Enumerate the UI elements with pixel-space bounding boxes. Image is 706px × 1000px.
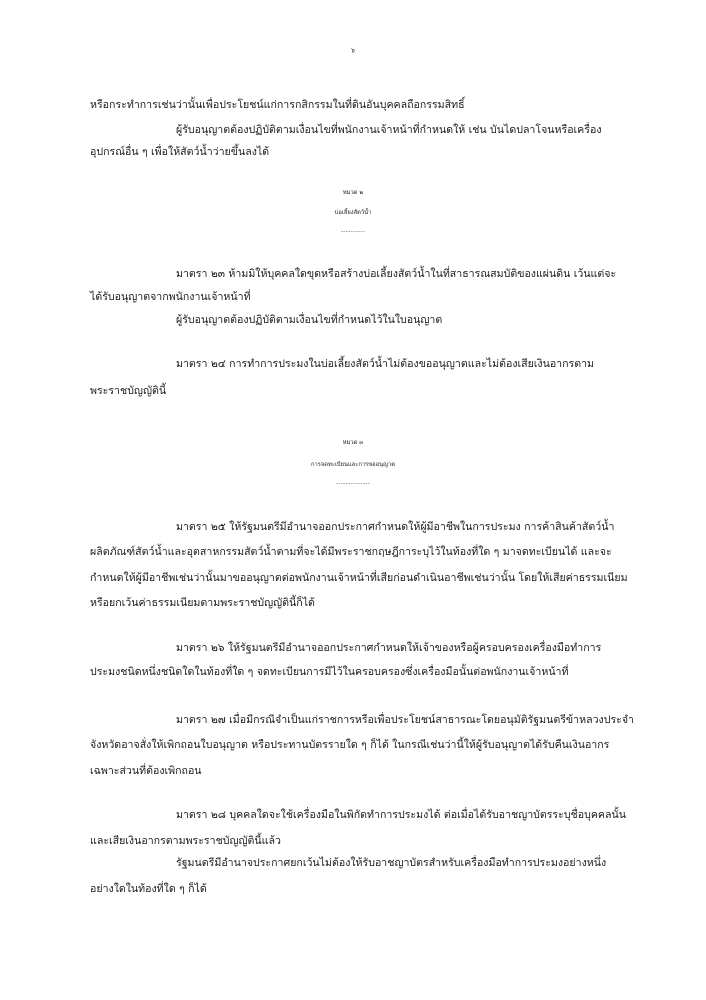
section-25-line-4: หรือยกเว้นค่าธรรมเนียมตามพระราชบัญญัตินี้ก็ได้ <box>90 597 315 609</box>
section-27-line-1: มาตรา ๒๗ เมื่อมีกรณีจำเป็นแก่ราชการหรือเพื่อประโยชน์สาธารณะโดยอนุมัติรัฐมนตรีข้าหลวงประจำ <box>176 714 634 726</box>
section-28-line-2: และเสียเงินอากรตามพระราชบัญญัตินี้แล้ว <box>90 835 281 847</box>
section-28-line-3: รัฐมนตรีมีอำนาจประกาศยกเว้นไม่ต้องให้รับอาชญาบัตรสำหรับเครื่องมือทำการประมงอย่างหนึ่ง <box>176 857 607 869</box>
intro-line-1: หรือกระทำการเช่นว่านั้นเพื่อประโยชน์แก่การกสิกรรมในที่ดินอันบุคคลถือกรรมสิทธิ์ <box>90 99 465 111</box>
section-26-line-2: ประมงชนิดหนึ่งชนิดใดในท้องที่ใด ๆ จดทะเบียนการมีไว้ในครอบครองซึ่งเครื่องมือนั้นต่อพนักงานเจ้าหน้าที่ <box>90 666 569 678</box>
section-26-line-1: มาตรา ๒๖ ให้รัฐมนตรีมีอำนาจออกประกาศกำหนดให้เจ้าของหรือผู้ครอบครองเครื่องมือทำการ <box>176 642 602 654</box>
intro-line-3: อุปกรณ์อื่น ๆ เพื่อให้สัตว์น้ำว่ายขึ้นลงได้ <box>90 146 270 158</box>
chapter-2-divider: ---------- <box>340 229 366 235</box>
section-25-line-2: ผลิตภัณฑ์สัตว์น้ำและอุตสาหกรรมสัตว์น้ำตามที่จะได้มีพระราชกฤษฎีการะบุไว้ในท้องที่ใด ๆ มาจดทะเบียนได้ และจะ <box>90 546 612 558</box>
intro-line-2: ผู้รับอนุญาตต้องปฏิบัติตามเงื่อนไขที่พนักงานเจ้าหน้าที่กำหนดให้ เช่น บันไดปลาโจนหรือเครื่อง <box>176 124 602 136</box>
section-25-line-1: มาตรา ๒๕ ให้รัฐมนตรีมีอำนาจออกประกาศกำหนดให้ผู้มีอาชีพในการประมง การค้าสินค้าสัตว์น้ำ <box>176 521 615 533</box>
section-23-line-2: ได้รับอนุญาตจากพนักงานเจ้าหน้าที่ <box>90 291 251 303</box>
section-23-line-1: มาตรา ๒๓ ห้ามมิให้บุคคลใดขุดหรือสร้างบ่อเลี้ยงสัตว์น้ำในที่สาธารณสมบัติของแผ่นดิน เว้นแต่จะ <box>176 268 617 280</box>
section-27-line-2: จังหวัดอาจสั่งให้เพิกถอนใบอนุญาต หรือประทานบัตรรายใด ๆ ก็ได้ ในกรณีเช่นว่านี้ให้ผู้รับอนุญาตได้รับคืนเงินอากร <box>90 739 610 751</box>
page-number: ๖ <box>351 48 355 54</box>
chapter-3-title: การจดทะเบียนและการขออนุญาต <box>310 462 396 468</box>
chapter-3-divider: -------------- <box>335 481 371 487</box>
section-28-line-1: มาตรา ๒๘ บุคคลใดจะใช้เครื่องมือในพิกัดทำการประมงได้ ต่อเมื่อได้รับอาชญาบัตรระบุชื่อบุคคลนั้น <box>176 809 626 821</box>
section-24-line-2: พระราชบัญญัตินี้ <box>90 385 167 397</box>
section-24-line-1: มาตรา ๒๔ การทำการประมงในบ่อเลี้ยงสัตว์น้ำไม่ต้องขออนุญาตและไม่ต้องเสียเงินอากรตาม <box>176 358 595 370</box>
chapter-2-title: บ่อเลี้ยงสัตว์น้ำ <box>334 210 372 216</box>
chapter-2-number: หมวด ๒ <box>342 190 364 196</box>
chapter-3-number: หมวด ๓ <box>342 440 364 446</box>
section-28-line-4: อย่างใดในท้องที่ใด ๆ ก็ได้ <box>90 883 207 895</box>
section-23-line-3: ผู้รับอนุญาตต้องปฏิบัติตามเงื่อนไขที่กำหนดไว้ในใบอนุญาต <box>176 314 443 326</box>
section-27-line-3: เฉพาะส่วนที่ต้องเพิกถอน <box>90 765 202 777</box>
section-25-line-3: กำหนดให้ผู้มีอาชีพเช่นว่านั้นมาขออนุญาตต่อพนักงานเจ้าหน้าที่เสียก่อนดำเนินอาชีพเช่นว่านั้น โดยให้เสียค่าธรรมเนียม <box>90 572 628 584</box>
